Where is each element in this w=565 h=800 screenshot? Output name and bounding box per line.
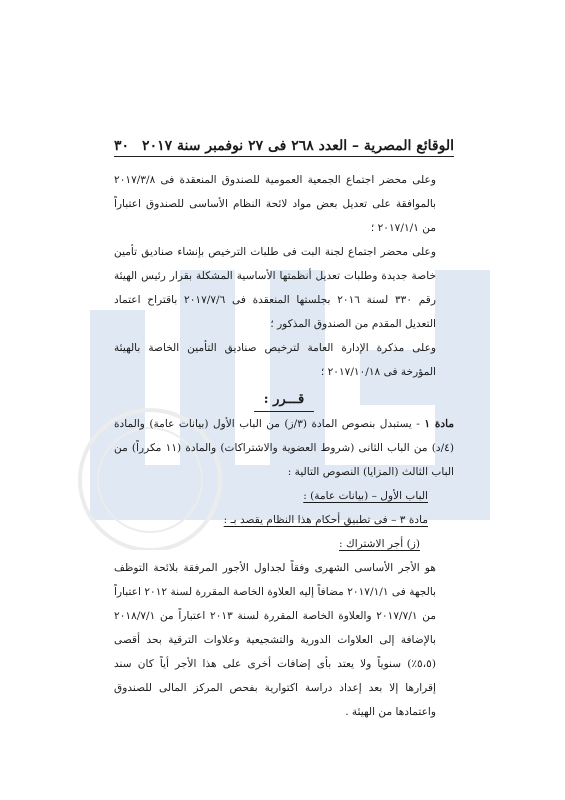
article-3-heading bbox=[114, 508, 454, 532]
paragraph-minutes-general-assembly: وعلى محضر اجتماع الجمعية العمومية للصندوق المنعقدة فى ٢٠١٧/٣/٨ بالموافقة على تعديل بعض مواد لائحة النظام الأساسى للصندوق اعتباراً من ٢٠١٧/١/١ ؛ bbox=[114, 174, 436, 234]
item-z-heading bbox=[114, 532, 454, 556]
article-3-label: مادة ٣ – فى تطبيق أحكام هذا النظام يقصد بـ : bbox=[223, 514, 428, 526]
definition-paragraph: هو الأجر الأساسى الشهرى وفقاً لجداول الأجور المرفقة بلائحة التوظف بالجهة فى ٢٠١٧/١/١ مضافاً إليه العلاوة الخاصة المقررة لسنة ٢٠١٢ اعتباراً من ٢٠١٧/٧/١ والعلاوة الخاصة المقررة لسنة ٢٠١٣ اعتباراً من ٢٠١٨/٧/١ بالإضافة إلى العلاوات الدورية والتشجيعية وعلاوات الترقية بحد أقصى (٥،٥٪) سنوياً ولا يعتد بأى إضافات أخرى على هذا الأجر أياً كان سند إقرارها إلا بعد إعداد دراسة اكتوارية بفحص المركز المالى للصندوق واعتمادها من الهيئة . bbox=[114, 562, 437, 718]
article-1-text: - يستبدل بنصوص المادة (٣/ز) من الباب الأول (بيانات عامة) والمادة (٤/د) من الباب الثانى (شروط العضوية والاشتراكات) والمادة (١١ مكرراً) من الباب الثالث (المزايا) النصوص التالية : bbox=[114, 418, 454, 478]
decree-heading bbox=[114, 388, 454, 412]
article-1 bbox=[114, 412, 454, 484]
paragraph-memo: وعلى مذكرة الإدارة العامة لترخيص صناديق التأمين الخاصة بالهيئة المؤرخة فى ٢٠١٧/١٠/١٨ ؛ bbox=[114, 342, 436, 378]
paragraph-minutes-committee: وعلى محضر اجتماع لجنة البت فى طلبات الترخيص بإنشاء صناديق تأمين خاصة جديدة وطلبات تعديل أنظمتها الأساسية المشكلة بقرار رئيس الهيئة رقم ٣٣٠ لسنة ٢٠١٦ بجلستها المنعقدة فى ٢٠١٧/٧/٦ باقتراح اعتماد التعديل المقدم من الصندوق المذكور ؛ bbox=[114, 246, 436, 330]
chapter-1-label: الباب الأول – (بيانات عامة) : bbox=[303, 490, 428, 502]
header-title: الوقائع المصرية – العدد ٢٦٨ فى ٢٧ نوفمبر سنة ٢٠١٧ bbox=[142, 138, 454, 154]
page-number: ٣٠ bbox=[114, 138, 130, 154]
chapter-1-heading bbox=[114, 484, 454, 508]
item-z-label: (ز) أجر الاشتراك : bbox=[339, 538, 420, 550]
decree-title: قـــرر : bbox=[254, 390, 314, 412]
document-body bbox=[114, 168, 454, 724]
article-1-label: مادة ١ bbox=[424, 418, 454, 430]
header-rule bbox=[114, 156, 454, 157]
page-header bbox=[114, 132, 454, 154]
